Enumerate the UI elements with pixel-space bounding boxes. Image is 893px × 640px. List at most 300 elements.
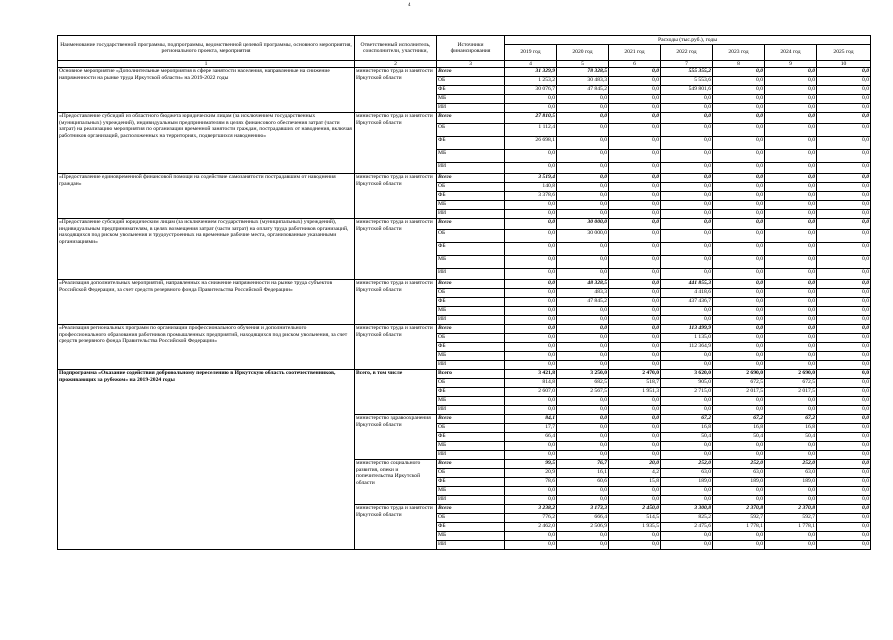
expense-value: 0,0 bbox=[557, 316, 609, 325]
expense-value: 0,0 bbox=[505, 104, 557, 113]
expense-value: 0,0 bbox=[661, 352, 713, 361]
header-responsible: Ответственный исполнитель, соисполнители, участники, bbox=[355, 36, 437, 61]
expense-value: 0,0 bbox=[817, 379, 871, 388]
col-number: 7 bbox=[661, 61, 713, 68]
expense-value: 0,0 bbox=[817, 487, 871, 496]
expense-value: 0,0 bbox=[713, 124, 765, 137]
expense-value: 0,0 bbox=[765, 174, 817, 183]
expense-value: 0,0 bbox=[817, 523, 871, 532]
expense-value: 0,0 bbox=[661, 95, 713, 104]
expense-value: 3 421,8 bbox=[505, 370, 557, 379]
expense-value: 0,0 bbox=[609, 137, 661, 150]
funding-source: ИИ bbox=[437, 210, 505, 219]
expense-value: 0,0 bbox=[661, 192, 713, 201]
funding-source: ФБ bbox=[437, 388, 505, 397]
program-name: «Реализация дополнительных мероприятий, направленных на снижение напряженности на рынке труда субъектов Российской Федерации, за счет средств резервного фонда Правительства Российской Федерации» bbox=[58, 280, 355, 325]
expense-value: 0,0 bbox=[713, 352, 765, 361]
expense-value: 3 519,4 bbox=[505, 174, 557, 183]
expense-value: 0,0 bbox=[713, 68, 765, 77]
expense-value: 0,0 bbox=[817, 469, 871, 478]
expense-value: 0,0 bbox=[609, 86, 661, 95]
expense-value: 0,0 bbox=[609, 77, 661, 86]
expense-value: 0,0 bbox=[713, 201, 765, 210]
expense-value: 592,7 bbox=[713, 514, 765, 523]
expense-value: 0,0 bbox=[765, 280, 817, 289]
expense-value: 0,0 bbox=[817, 137, 871, 150]
expense-value: 0,0 bbox=[765, 137, 817, 150]
expense-value: 0,0 bbox=[765, 150, 817, 163]
table-row bbox=[58, 174, 871, 183]
expense-value: 0,0 bbox=[817, 174, 871, 183]
expense-value: 0,0 bbox=[817, 183, 871, 192]
program-name: «Предоставление субсидий юридическим лицам (за исключением государственных (муниципальных) учреждений), индивидуальным предпринимателям, в целях возмещения затрат (части затрат) на оплату труда работников организаций, находящихся под риском увольнения и трудоустроенных на временные рабочие места, организованные указанными организациями» bbox=[58, 219, 355, 280]
expense-value: 0,0 bbox=[609, 243, 661, 256]
expense-value: 3 620,0 bbox=[661, 370, 713, 379]
expense-value: 0,0 bbox=[765, 192, 817, 201]
expense-value: 0,0 bbox=[817, 256, 871, 269]
expense-value: 0,0 bbox=[713, 397, 765, 406]
expense-value: 0,0 bbox=[817, 505, 871, 514]
expense-value: 0,0 bbox=[609, 104, 661, 113]
expense-value: 0,0 bbox=[817, 451, 871, 460]
expense-value: 0,0 bbox=[557, 269, 609, 280]
expense-value: 0,0 bbox=[817, 219, 871, 230]
funding-source: МБ bbox=[437, 307, 505, 316]
program-name: «Предоставление субсидий из областного бюджета юридическим лицам (за исключением государственных (муниципальных) учреждений), индивидуальным предпринимателям в целях финансового обеспечения затрат (части затрат) на реализацию мероприятия по организации временной занятости граждан, пострадавших от наводнения, включая работников организаций, расположенных на территориях, подвергшихся наводнению» bbox=[58, 113, 355, 174]
expense-value: 76,7 bbox=[557, 460, 609, 469]
expense-value: 0,0 bbox=[557, 256, 609, 269]
expense-value: 0,0 bbox=[765, 541, 817, 550]
expense-value: 0,0 bbox=[557, 487, 609, 496]
funding-source: ОБ bbox=[437, 230, 505, 243]
funding-source: ИИ bbox=[437, 316, 505, 325]
expense-value: 16,8 bbox=[765, 424, 817, 433]
expense-value: 16,8 bbox=[713, 424, 765, 433]
expense-value: 0,0 bbox=[505, 289, 557, 298]
expense-value: 2 370,8 bbox=[713, 505, 765, 514]
funding-source: МБ bbox=[437, 487, 505, 496]
table-row bbox=[58, 280, 871, 289]
expense-value: 78,6 bbox=[505, 478, 557, 487]
expense-value: 0,0 bbox=[713, 174, 765, 183]
expense-value: 47 845,2 bbox=[557, 86, 609, 95]
expense-value: 0,0 bbox=[661, 104, 713, 113]
expense-value: 0,0 bbox=[557, 192, 609, 201]
expense-value: 2 567,5 bbox=[557, 388, 609, 397]
expense-value: 0,0 bbox=[765, 397, 817, 406]
expense-value: 0,0 bbox=[765, 316, 817, 325]
header-year: 2025 год bbox=[817, 45, 871, 61]
expense-value: 63,0 bbox=[661, 469, 713, 478]
expense-value: 189,0 bbox=[765, 478, 817, 487]
responsible-executor: министерство труда и занятости Иркутской области bbox=[355, 68, 437, 113]
funding-source: ИИ bbox=[437, 104, 505, 113]
expense-value: 63,0 bbox=[765, 469, 817, 478]
expense-value: 825,2 bbox=[661, 514, 713, 523]
expense-value: 0,0 bbox=[505, 210, 557, 219]
expense-value: 0,0 bbox=[713, 183, 765, 192]
column-numbers-row bbox=[58, 61, 871, 68]
expense-value: 682,5 bbox=[557, 379, 609, 388]
expense-value: 0,0 bbox=[505, 316, 557, 325]
col-number: 9 bbox=[765, 61, 817, 68]
expense-value: 0,0 bbox=[765, 361, 817, 370]
expense-value: 0,0 bbox=[505, 541, 557, 550]
expense-value: 30 483,3 bbox=[557, 77, 609, 86]
expense-value: 483,3 bbox=[557, 289, 609, 298]
expense-value: 0,0 bbox=[713, 361, 765, 370]
expense-value: 0,0 bbox=[817, 343, 871, 352]
expense-value: 0,0 bbox=[661, 243, 713, 256]
expense-value: 0,0 bbox=[765, 289, 817, 298]
expense-value: 0,0 bbox=[609, 68, 661, 77]
expense-value: 0,0 bbox=[609, 201, 661, 210]
expense-value: 0,0 bbox=[713, 219, 765, 230]
expense-value: 0,0 bbox=[817, 514, 871, 523]
expense-value: 17,7 bbox=[505, 424, 557, 433]
expense-value: 0,0 bbox=[505, 269, 557, 280]
expense-value: 0,0 bbox=[765, 532, 817, 541]
expense-value: 3 250,0 bbox=[557, 370, 609, 379]
expense-value: 0,0 bbox=[765, 442, 817, 451]
expense-value: 0,0 bbox=[713, 163, 765, 174]
expense-value: 0,0 bbox=[557, 183, 609, 192]
expense-value: 0,0 bbox=[557, 397, 609, 406]
expense-value: 2 450,0 bbox=[609, 505, 661, 514]
expense-value: 0,0 bbox=[765, 113, 817, 124]
expense-value: 63,0 bbox=[713, 469, 765, 478]
funding-source: Всего bbox=[437, 68, 505, 77]
expense-value: 67,2 bbox=[661, 415, 713, 424]
page-number: 4 bbox=[408, 3, 411, 8]
expense-value: 31 329,9 bbox=[505, 68, 557, 77]
expense-value: 0,0 bbox=[765, 95, 817, 104]
expense-value: 0,0 bbox=[609, 192, 661, 201]
funding-source: МБ bbox=[437, 150, 505, 163]
expense-value: 0,0 bbox=[505, 219, 557, 230]
funding-source: ФБ bbox=[437, 192, 505, 201]
expense-value: 0,0 bbox=[609, 95, 661, 104]
expense-value: 0,0 bbox=[661, 496, 713, 505]
funding-source: ОБ bbox=[437, 289, 505, 298]
expense-value: 0,0 bbox=[817, 192, 871, 201]
expense-value: 1 253,2 bbox=[505, 77, 557, 86]
expense-value: 2 690,0 bbox=[713, 370, 765, 379]
expense-value: 0,0 bbox=[557, 163, 609, 174]
expense-value: 2 462,0 bbox=[505, 523, 557, 532]
expense-value: 0,0 bbox=[609, 289, 661, 298]
expense-value: 0,0 bbox=[609, 174, 661, 183]
funding-source: Всего bbox=[437, 219, 505, 230]
expense-value: 0,0 bbox=[609, 433, 661, 442]
expense-value: 0,0 bbox=[661, 397, 713, 406]
expense-value: 0,0 bbox=[817, 150, 871, 163]
expense-value: 48 328,5 bbox=[557, 280, 609, 289]
responsible-executor: министерство труда и занятости Иркутской области bbox=[355, 174, 437, 219]
expense-value: 0,0 bbox=[713, 256, 765, 269]
expense-value: 0,0 bbox=[817, 77, 871, 86]
expense-value: 0,0 bbox=[817, 352, 871, 361]
expense-value: 0,0 bbox=[817, 325, 871, 334]
expense-value: 0,0 bbox=[609, 532, 661, 541]
expense-value: 78 328,5 bbox=[557, 68, 609, 77]
expense-value: 0,0 bbox=[505, 201, 557, 210]
expense-value: 0,0 bbox=[661, 541, 713, 550]
funding-source: МБ bbox=[437, 95, 505, 104]
expense-value: 0,0 bbox=[557, 496, 609, 505]
funding-source: ИИ bbox=[437, 406, 505, 415]
expense-value: 0,0 bbox=[557, 415, 609, 424]
funding-source: МБ bbox=[437, 201, 505, 210]
table-row bbox=[58, 325, 871, 334]
expense-value: 0,0 bbox=[765, 269, 817, 280]
expense-value: 0,0 bbox=[557, 150, 609, 163]
expense-value: 189,0 bbox=[713, 478, 765, 487]
expense-value: 15,8 bbox=[609, 478, 661, 487]
funding-source: МБ bbox=[437, 352, 505, 361]
expense-value: 0,0 bbox=[609, 183, 661, 192]
expense-value: 252,0 bbox=[661, 460, 713, 469]
expense-value: 47 845,2 bbox=[557, 298, 609, 307]
expense-value: 0,0 bbox=[817, 388, 871, 397]
funding-source: ИИ bbox=[437, 163, 505, 174]
responsible-executor: министерство труда и занятости Иркутской области bbox=[355, 219, 437, 280]
expense-value: 0,0 bbox=[817, 230, 871, 243]
funding-source: Всего bbox=[437, 325, 505, 334]
expense-value: 2 607,0 bbox=[505, 388, 557, 397]
expense-value: 0,0 bbox=[505, 406, 557, 415]
funding-source: ОБ bbox=[437, 124, 505, 137]
expense-value: 0,0 bbox=[505, 163, 557, 174]
expense-value: 0,0 bbox=[765, 334, 817, 343]
expense-value: 0,0 bbox=[765, 406, 817, 415]
expense-value: 0,0 bbox=[817, 460, 871, 469]
expense-value: 0,0 bbox=[557, 104, 609, 113]
expense-value: 84,1 bbox=[505, 415, 557, 424]
funding-source: ОБ bbox=[437, 379, 505, 388]
expense-value: 0,0 bbox=[817, 298, 871, 307]
expense-value: 0,0 bbox=[505, 95, 557, 104]
expense-value: 2 715,0 bbox=[661, 388, 713, 397]
funding-source: ОБ bbox=[437, 334, 505, 343]
expense-value: 50,4 bbox=[713, 433, 765, 442]
expense-value: 0,0 bbox=[661, 219, 713, 230]
col-number: 6 bbox=[609, 61, 661, 68]
col-number: 8 bbox=[713, 61, 765, 68]
expense-value: 4 418,6 bbox=[661, 289, 713, 298]
expense-value: 50,4 bbox=[765, 433, 817, 442]
funding-source: Всего bbox=[437, 370, 505, 379]
expense-value: 776,2 bbox=[505, 514, 557, 523]
responsible-executor: Всего, в том числе bbox=[355, 370, 437, 415]
expense-value: 1 778,1 bbox=[713, 523, 765, 532]
header-year: 2023 год bbox=[713, 45, 765, 61]
expense-value: 66,4 bbox=[505, 433, 557, 442]
expense-value: 0,0 bbox=[817, 104, 871, 113]
expense-value: 1 778,1 bbox=[765, 523, 817, 532]
program-name: «Реализация региональных программ по организации профессионального обучения и дополнительного профессионального образования работников промышленных предприятий, находящихся под риском увольнения, за счет средств резервного фонда Правительства Российской Федерации» bbox=[58, 325, 355, 370]
expense-value: 0,0 bbox=[817, 201, 871, 210]
expense-value: 0,0 bbox=[505, 343, 557, 352]
header-expenses: Расходы (тыс.руб.), годы bbox=[505, 36, 871, 45]
expense-value: 0,0 bbox=[817, 415, 871, 424]
expense-value: 0,0 bbox=[557, 95, 609, 104]
expense-value: 99,5 bbox=[505, 460, 557, 469]
expense-value: 0,0 bbox=[557, 424, 609, 433]
header-year: 2021 год bbox=[609, 45, 661, 61]
expense-value: 0,0 bbox=[557, 201, 609, 210]
funding-source: ИИ bbox=[437, 361, 505, 370]
expense-value: 0,0 bbox=[661, 124, 713, 137]
expense-value: 0,0 bbox=[505, 298, 557, 307]
program-name: Основное мероприятие «Дополнительные мероприятия в сфере занятости населения, направленные на снижение напряженности на рынке труда Иркутской области» на 2019-2022 годы bbox=[58, 68, 355, 113]
expense-value: 3 238,2 bbox=[505, 505, 557, 514]
expense-value: 2 475,6 bbox=[661, 523, 713, 532]
funding-source: ИИ bbox=[437, 496, 505, 505]
expense-value: 0,0 bbox=[713, 325, 765, 334]
funding-source: МБ bbox=[437, 442, 505, 451]
expense-value: 0,0 bbox=[609, 442, 661, 451]
expense-value: 67,2 bbox=[713, 415, 765, 424]
expense-value: 0,0 bbox=[765, 298, 817, 307]
expense-value: 441 855,3 bbox=[661, 280, 713, 289]
expense-value: 672,5 bbox=[713, 379, 765, 388]
expense-value: 0,0 bbox=[661, 269, 713, 280]
expense-value: 2 506,9 bbox=[557, 523, 609, 532]
expense-value: 0,0 bbox=[609, 343, 661, 352]
expense-value: 0,0 bbox=[661, 113, 713, 124]
expense-value: 16,8 bbox=[661, 424, 713, 433]
expense-value: 0,0 bbox=[609, 298, 661, 307]
funding-source: ОБ bbox=[437, 77, 505, 86]
expense-value: 0,0 bbox=[817, 68, 871, 77]
expense-value: 30 076,7 bbox=[505, 86, 557, 95]
expense-value: 0,0 bbox=[713, 406, 765, 415]
funding-source: ФБ bbox=[437, 343, 505, 352]
expense-value: 814,8 bbox=[505, 379, 557, 388]
expense-value: 0,0 bbox=[817, 406, 871, 415]
funding-source: ФБ bbox=[437, 523, 505, 532]
expense-value: 0,0 bbox=[713, 150, 765, 163]
expense-value: 0,0 bbox=[817, 334, 871, 343]
expense-value: 0,0 bbox=[609, 361, 661, 370]
expense-value: 0,0 bbox=[713, 289, 765, 298]
expense-value: 0,0 bbox=[765, 256, 817, 269]
expense-value: 0,0 bbox=[557, 361, 609, 370]
header-year: 2019 год bbox=[505, 45, 557, 61]
expense-value: 0,0 bbox=[661, 201, 713, 210]
funding-source: ИИ bbox=[437, 269, 505, 280]
expense-value: 0,0 bbox=[609, 541, 661, 550]
expense-value: 30 000,0 bbox=[557, 230, 609, 243]
expense-value: 0,0 bbox=[713, 532, 765, 541]
expense-value: 0,0 bbox=[661, 442, 713, 451]
responsible-executor: министерство труда и занятости Иркутской области bbox=[355, 505, 437, 550]
expense-value: 0,0 bbox=[557, 137, 609, 150]
expense-value: 0,0 bbox=[713, 487, 765, 496]
expense-value: 0,0 bbox=[713, 280, 765, 289]
expense-value: 0,0 bbox=[609, 307, 661, 316]
expense-value: 0,0 bbox=[713, 316, 765, 325]
funding-source: ОБ bbox=[437, 469, 505, 478]
expense-value: 0,0 bbox=[713, 113, 765, 124]
expense-value: 0,0 bbox=[817, 316, 871, 325]
expense-value: 0,0 bbox=[609, 352, 661, 361]
expense-value: 0,0 bbox=[765, 77, 817, 86]
expense-value: 0,0 bbox=[765, 104, 817, 113]
expense-value: 0,0 bbox=[765, 219, 817, 230]
expense-value: 0,0 bbox=[661, 487, 713, 496]
funding-source: ОБ bbox=[437, 424, 505, 433]
expense-value: 592,7 bbox=[765, 514, 817, 523]
expense-value: 2 370,8 bbox=[765, 505, 817, 514]
expense-value: 252,0 bbox=[765, 460, 817, 469]
expense-value: 0,0 bbox=[505, 280, 557, 289]
expense-value: 0,0 bbox=[765, 496, 817, 505]
expense-value: 0,0 bbox=[609, 415, 661, 424]
expense-value: 0,0 bbox=[505, 397, 557, 406]
expense-value: 437 436,7 bbox=[661, 298, 713, 307]
expense-value: 16,1 bbox=[557, 469, 609, 478]
expense-value: 0,0 bbox=[609, 496, 661, 505]
funding-source: ФБ bbox=[437, 137, 505, 150]
expense-value: 0,0 bbox=[765, 201, 817, 210]
expense-value: 0,0 bbox=[817, 433, 871, 442]
expense-value: 0,0 bbox=[817, 532, 871, 541]
expense-value: 0,0 bbox=[661, 256, 713, 269]
expense-value: 0,0 bbox=[765, 86, 817, 95]
expense-value: 0,0 bbox=[765, 325, 817, 334]
expense-value: 0,0 bbox=[765, 243, 817, 256]
expense-value: 0,0 bbox=[817, 307, 871, 316]
expense-value: 0,0 bbox=[609, 334, 661, 343]
expense-value: 0,0 bbox=[505, 325, 557, 334]
table-row bbox=[58, 113, 871, 124]
expense-value: 0,0 bbox=[505, 230, 557, 243]
expense-value: 0,0 bbox=[557, 541, 609, 550]
expense-value: 0,0 bbox=[817, 280, 871, 289]
expense-value: 0,0 bbox=[713, 496, 765, 505]
expense-value: 189,0 bbox=[661, 478, 713, 487]
expense-value: 0,0 bbox=[609, 256, 661, 269]
expense-value: 2 017,5 bbox=[713, 388, 765, 397]
expense-value: 140,8 bbox=[505, 183, 557, 192]
expense-value: 0,0 bbox=[609, 113, 661, 124]
expense-value: 0,0 bbox=[713, 230, 765, 243]
expense-value: 0,0 bbox=[505, 334, 557, 343]
program-name: «Предоставление единовременной финансовой помощи на содействие самозанятости пострадавшим от наводнения граждан» bbox=[58, 174, 355, 219]
expense-value: 0,0 bbox=[713, 307, 765, 316]
expense-value: 0,0 bbox=[817, 442, 871, 451]
expense-value: 0,0 bbox=[713, 442, 765, 451]
expense-value: 26 698,1 bbox=[505, 137, 557, 150]
table-row bbox=[58, 370, 871, 379]
expense-value: 50,4 bbox=[661, 433, 713, 442]
col-number: 5 bbox=[557, 61, 609, 68]
expense-value: 0,0 bbox=[609, 219, 661, 230]
expense-value: 0,0 bbox=[505, 361, 557, 370]
expense-value: 0,0 bbox=[609, 406, 661, 415]
expense-value: 0,0 bbox=[609, 424, 661, 433]
expense-value: 0,0 bbox=[817, 361, 871, 370]
expense-value: 0,0 bbox=[505, 451, 557, 460]
expense-value: 0,0 bbox=[661, 137, 713, 150]
expense-value: 0,0 bbox=[765, 487, 817, 496]
expense-value: 518,7 bbox=[609, 379, 661, 388]
expense-value: 0,0 bbox=[817, 243, 871, 256]
funding-source: ФБ bbox=[437, 86, 505, 95]
expense-value: 672,5 bbox=[765, 379, 817, 388]
